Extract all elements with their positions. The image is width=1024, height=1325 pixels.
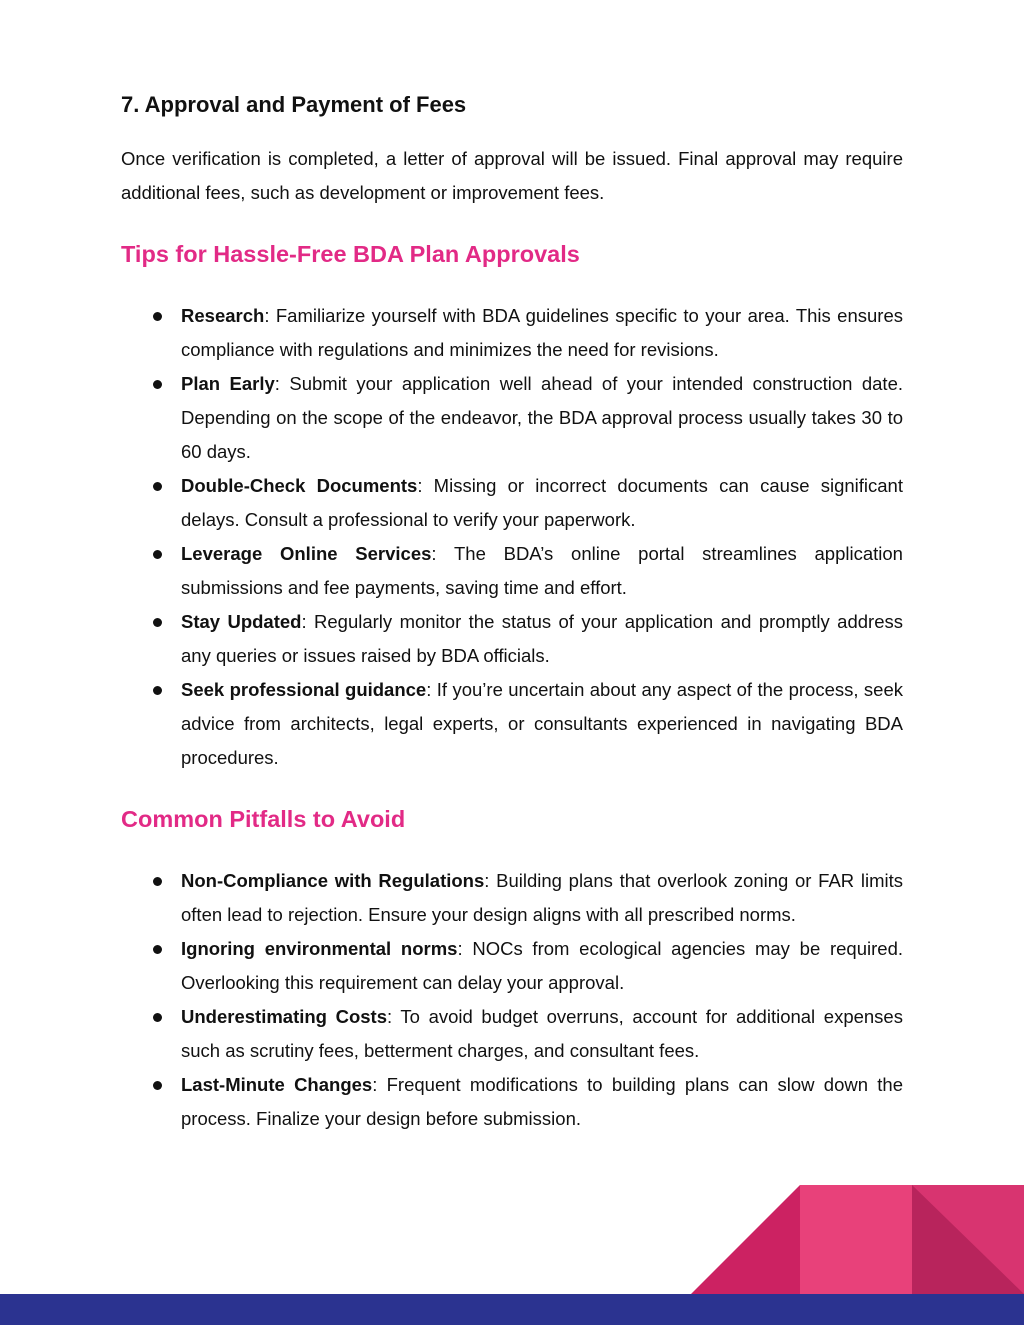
page-content (121, 84, 903, 1136)
bullet-icon (153, 686, 162, 695)
bullet-icon (153, 1081, 162, 1090)
list-item-text: : Submit your application well ahead of your intended construction date. Depending on the scope of the endeavor, the BDA approval process usually takes 30 to 60 days. (181, 373, 903, 462)
decoration-triangle-left (691, 1185, 800, 1294)
list-item-term: Underestimating Costs (181, 1006, 387, 1027)
list-item-text: : Regularly monitor the status of your application and promptly address any queries or issues raised by BDA officials. (181, 611, 903, 666)
list-item-text: : To avoid budget overruns, account for additional expenses such as scrutiny fees, betterment charges, and consultant fees. (181, 1006, 903, 1061)
bullet-icon (153, 550, 162, 559)
list-item-term: Seek professional guidance (181, 679, 427, 700)
list-item-text: : If you’re uncertain about any aspect of the process, seek advice from architects, legal experts, or consultants experienced in navigating BDA procedures. (181, 679, 903, 768)
list-item-term: Research (181, 305, 265, 326)
list-item-term: Non-Compliance with Regulations (181, 870, 485, 891)
list-item (121, 1000, 903, 1068)
list-item (121, 1068, 903, 1136)
list-item-term: Double-Check Documents (181, 475, 418, 496)
list-item-term: Plan Early (181, 373, 275, 394)
list-item-text: : The BDA’s online portal streamlines application submissions and fee payments, saving time and effort. (181, 543, 903, 598)
list-item-text: : Building plans that overlook zoning or FAR limits often lead to rejection. Ensure your design aligns with all prescribed norms. (181, 870, 903, 925)
list-item-term: Leverage Online Services (181, 543, 432, 564)
list-item (121, 932, 903, 1000)
pitfalls-heading: Common Pitfalls to Avoid (121, 806, 406, 832)
section-heading-approval-fees: 7. Approval and Payment of Fees (121, 92, 467, 117)
pitfalls-list (121, 864, 903, 1136)
list-item-term: Last-Minute Changes (181, 1074, 373, 1095)
bullet-icon (153, 482, 162, 491)
tips-heading: Tips for Hassle-Free BDA Plan Approvals (121, 241, 580, 267)
footer-bar (0, 1294, 1024, 1325)
list-item (121, 367, 903, 469)
tips-list (121, 299, 903, 775)
list-item-text: : Missing or incorrect documents can cause significant delays. Consult a professional to verify your paperwork. (181, 475, 903, 530)
list-item (121, 469, 903, 537)
list-item (121, 605, 903, 673)
list-item-term: Stay Updated (181, 611, 302, 632)
list-item (121, 673, 903, 775)
list-item-text: : Familiarize yourself with BDA guidelines specific to your area. This ensures compliance with regulations and minimizes the need for revisions. (181, 305, 903, 360)
bullet-icon (153, 1013, 162, 1022)
list-item (121, 864, 903, 932)
list-item-text: : Frequent modifications to building plans can slow down the process. Finalize your design before submission. (181, 1074, 903, 1129)
list-item-text: : NOCs from ecological agencies may be required. Overlooking this requirement can delay your approval. (181, 938, 903, 993)
bullet-icon (153, 618, 162, 627)
list-item-term: Ignoring environmental norms (181, 938, 458, 959)
bullet-icon (153, 312, 162, 321)
decoration-block-center (800, 1185, 912, 1294)
bullet-icon (153, 877, 162, 886)
bullet-icon (153, 945, 162, 954)
list-item (121, 537, 903, 605)
approval-fees-paragraph: Once verification is completed, a letter of approval will be issued. Final approval may require additional fees, such as development or improvement fees. (121, 148, 903, 203)
bullet-icon (153, 380, 162, 389)
footer-decoration (691, 1185, 1024, 1294)
list-item (121, 299, 903, 367)
